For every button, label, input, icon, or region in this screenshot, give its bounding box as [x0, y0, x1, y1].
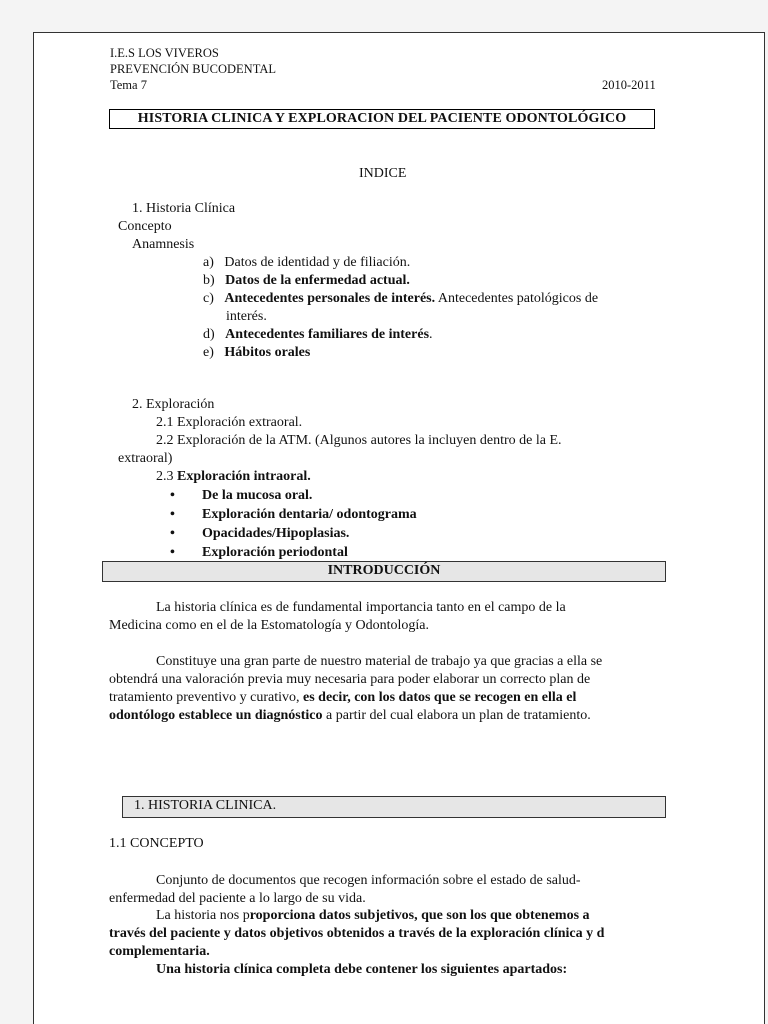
- index-2-2-cont: extraoral): [118, 451, 173, 466]
- concept-paragraph-line: complementaria.: [109, 944, 210, 959]
- index-2-3: 2.3 Exploración intraoral.: [156, 469, 311, 484]
- concept-paragraph-line: La historia nos proporciona datos subjetivos, que son los que obtenemos a: [156, 908, 590, 923]
- concept-paragraph-line: enfermedad del paciente a lo largo de su vida.: [109, 891, 366, 906]
- list-item-e: e) Hábitos orales: [203, 345, 311, 360]
- bullet-item: • Opacidades/Hipoplasias.: [202, 526, 349, 542]
- list-item-c-cont: interés.: [226, 309, 267, 324]
- index-item-2: 2. Exploración: [132, 397, 215, 412]
- subsection-heading: 1.1 CONCEPTO: [109, 836, 204, 851]
- index-2-2: 2.2 Exploración de la ATM. (Algunos autores la incluyen dentro de la E.: [156, 433, 562, 448]
- document-page: [33, 32, 765, 1024]
- index-heading: INDICE: [359, 166, 407, 181]
- index-concepto: Concepto: [118, 219, 172, 234]
- bullet-item: • De la mucosa oral.: [202, 488, 312, 504]
- intro-paragraph-2-line: tratamiento preventivo y curativo, es decir, con los datos que se recogen en ella el: [109, 690, 577, 705]
- intro-paragraph-2-line: odontólogo establece un diagnóstico a partir del cual elabora un plan de tratamiento.: [109, 708, 591, 723]
- intro-heading: INTRODUCCIÓN: [102, 561, 666, 582]
- index-2-1: 2.1 Exploración extraoral.: [156, 415, 303, 430]
- list-item-d: d) Antecedentes familiares de interés.: [203, 327, 433, 342]
- concept-paragraph-line: través del paciente y datos objetivos obtenidos a través de la exploración clínica y d: [109, 926, 605, 941]
- intro-paragraph-1-line: Medicina como en el de la Estomatología y Odontología.: [109, 618, 429, 633]
- intro-paragraph-1-line: La historia clínica es de fundamental importancia tanto en el campo de la: [156, 600, 566, 615]
- bullet-item: • Exploración dentaria/ odontograma: [202, 507, 417, 523]
- bullet-item: • Exploración periodontal: [202, 545, 348, 561]
- unit-label: Tema 7: [110, 78, 147, 92]
- list-item-b: b) Datos de la enfermedad actual.: [203, 273, 410, 288]
- concept-paragraph-line: Conjunto de documentos que recogen información sobre el estado de salud-: [156, 873, 581, 888]
- intro-paragraph-2-line: obtendrá una valoración previa muy necesaria para poder elaborar un correcto plan de: [109, 672, 591, 687]
- index-anamnesis: Anamnesis: [132, 237, 195, 252]
- concept-paragraph-line: Una historia clínica completa debe contener los siguientes apartados:: [156, 962, 568, 977]
- section-1-heading: 1. HISTORIA CLINICA.: [122, 796, 666, 818]
- list-item-a: a) Datos de identidad y de filiación.: [203, 255, 411, 270]
- school-year: 2010-2011: [602, 78, 656, 92]
- intro-paragraph-2-line: Constituye una gran parte de nuestro material de trabajo ya que gracias a ella se: [156, 654, 603, 669]
- document-title: HISTORIA CLINICA Y EXPLORACION DEL PACIENTE ODONTOLÓGICO: [109, 109, 655, 129]
- module-name: PREVENCIÓN BUCODENTAL: [110, 62, 277, 76]
- list-item-c: c) Antecedentes personales de interés. Antecedentes patológicos de: [203, 291, 599, 306]
- index-item-1: 1. Historia Clínica: [132, 201, 236, 216]
- school-name: I.E.S LOS VIVEROS: [110, 46, 219, 60]
